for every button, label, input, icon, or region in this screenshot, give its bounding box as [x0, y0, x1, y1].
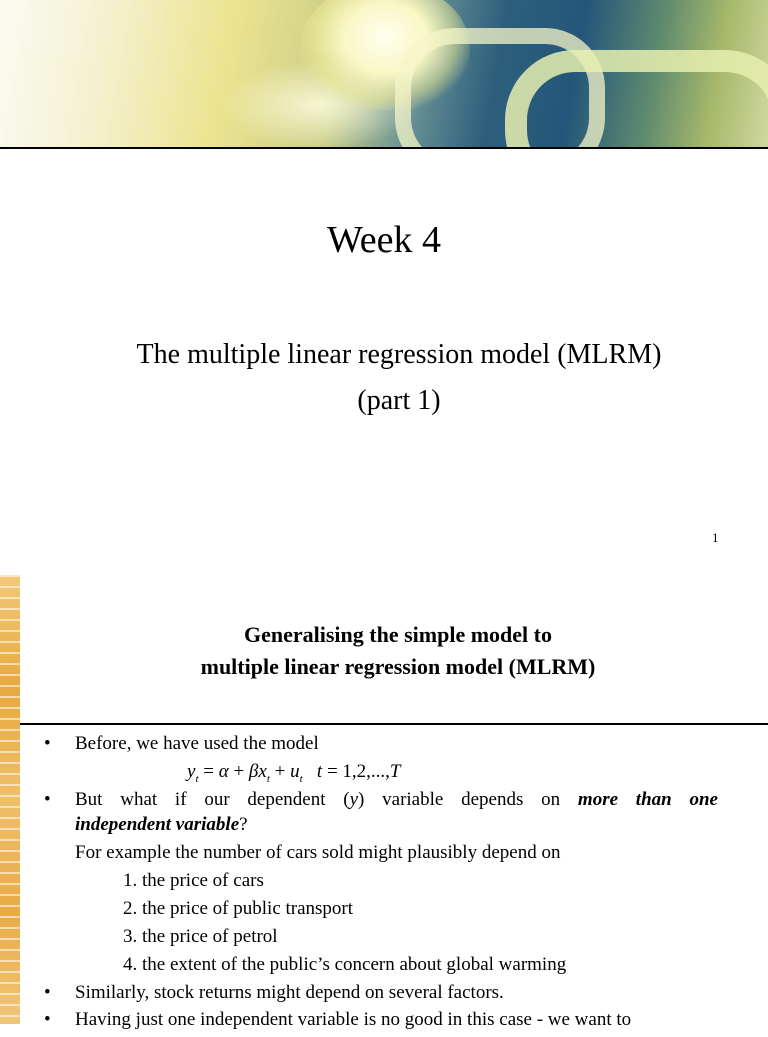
bullet-marker: • — [44, 733, 51, 754]
example-text: For example the number of cars sold might plausibly depend on — [75, 842, 561, 863]
eq-alpha: α — [218, 761, 229, 782]
eq-equals: = — [198, 761, 219, 782]
eq-t: t — [316, 761, 323, 782]
list-item — [0, 733, 768, 761]
title-divider — [20, 723, 768, 725]
eq-beta: β — [248, 761, 259, 782]
header-banner-image — [0, 0, 768, 147]
list-item — [0, 1009, 768, 1037]
eq-sub-u: t — [299, 772, 303, 785]
bullet-marker: • — [44, 1009, 51, 1030]
eq-sub-y: t — [195, 772, 199, 785]
bullet2-text-a: But what if our dependent ( — [75, 789, 350, 810]
list-item — [0, 982, 768, 1010]
bullet-marker: • — [44, 982, 51, 1003]
eq-y: y — [187, 761, 196, 782]
bullet2-emphasis-2: independent variable — [75, 814, 240, 835]
bullet-text: Having just one independent variable is no good in this case - we want to — [75, 1009, 632, 1030]
title-line-1: Generalising the simple model to — [244, 622, 552, 647]
slide-title: Week 4 — [326, 219, 442, 261]
list-item — [0, 789, 768, 817]
subtitle-line-1: The multiple linear regression model (MLRM) — [136, 339, 662, 370]
eq-T: T — [389, 761, 401, 782]
factor-item: 4. the extent of the public’s concern about global warming — [123, 954, 567, 975]
bullet-text — [75, 814, 718, 836]
bullet2-var-y: y — [349, 789, 359, 810]
example-line — [0, 842, 768, 870]
eq-x: x — [258, 761, 267, 782]
bullet2-question-mark: ? — [239, 814, 248, 835]
content-slide-title — [20, 619, 768, 683]
header-divider — [0, 147, 768, 149]
eq-u: u — [290, 761, 300, 782]
bullet2-emphasis-1: more than one — [577, 789, 718, 810]
eq-sub-x: t — [266, 772, 270, 785]
bullet2-text-b: ) variable depends on — [358, 789, 578, 810]
eq-plus-2: + — [269, 761, 291, 782]
bullet-text: Similarly, stock returns might depend on several factors. — [75, 982, 504, 1003]
bullet-marker: • — [44, 789, 51, 810]
page-number: 1 — [712, 530, 719, 545]
list-item-continued — [0, 814, 768, 842]
regression-equation — [187, 761, 401, 785]
title-line-2: multiple linear regression model (MLRM) — [200, 654, 596, 679]
bullet-text — [75, 789, 718, 811]
eq-range: = 1,2,..., — [322, 761, 390, 782]
content-slide — [0, 575, 768, 1030]
subtitle-line-2: (part 1) — [357, 385, 441, 416]
banner-ring-right — [505, 50, 768, 147]
slide-subtitle — [0, 332, 768, 424]
factor-item: 1. the price of cars — [123, 870, 264, 891]
eq-plus-1: + — [228, 761, 249, 782]
factor-item: 2. the price of public transport — [123, 898, 354, 919]
bullet-text: Before, we have used the model — [75, 733, 319, 754]
factor-item: 3. the price of petrol — [123, 926, 278, 947]
